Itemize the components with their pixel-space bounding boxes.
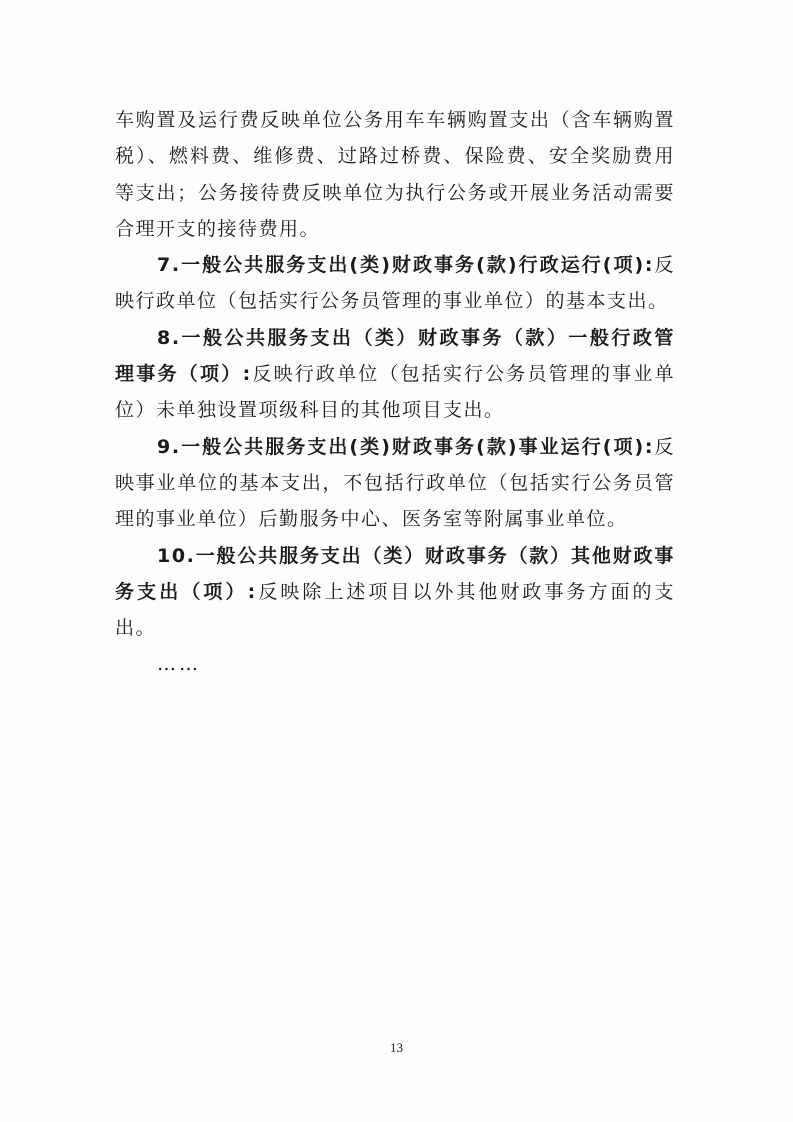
item-heading: 9.一般公共服务支出(类)财政事务(款)事业运行(项): xyxy=(157,435,655,458)
page-number: 13 xyxy=(390,1040,403,1055)
paragraph-item-7 xyxy=(115,247,675,320)
item-heading: 8.一般公共服务支出（类）财政事务（款）一般行政管理事务（项）: xyxy=(115,326,675,386)
document-body xyxy=(115,102,675,683)
ellipsis: …… xyxy=(157,653,201,676)
item-text: 反映行政单位（包括实行公务员管理的事业单位）的基本支出。 xyxy=(115,254,675,313)
item-text: 反映除上述项目以外其他财政事务方面的支出。 xyxy=(115,580,675,640)
paragraph-continuation xyxy=(115,102,675,247)
paragraph-item-8 xyxy=(115,320,675,429)
item-heading: 10.一般公共服务支出（类）财政事务（款）其他财政事务支出（项）: xyxy=(115,544,675,603)
paragraph-text: 车购置及运行费反映单位公务用车车辆购置支出（含车辆购置税）、燃料费、维修费、过路过桥费、保险费、安全奖励费用等支出；公务接待费反映单位为执行公务或开展业务活动需要合理开支的接待费用。 xyxy=(115,109,675,240)
item-text: 反映行政单位（包括实行公务员管理的事业单位）未单独设置项级科目的其他项目支出。 xyxy=(115,363,675,422)
item-text: 反映事业单位的基本支出，不包括行政单位（包括实行公务员管理的事业单位）后勤服务中心、医务室等附属事业单位。 xyxy=(115,435,675,531)
item-heading: 7.一般公共服务支出(类)财政事务(款)行政运行(项): xyxy=(157,254,655,277)
paragraph-item-9 xyxy=(115,429,675,538)
paragraph-item-10 xyxy=(115,538,675,647)
